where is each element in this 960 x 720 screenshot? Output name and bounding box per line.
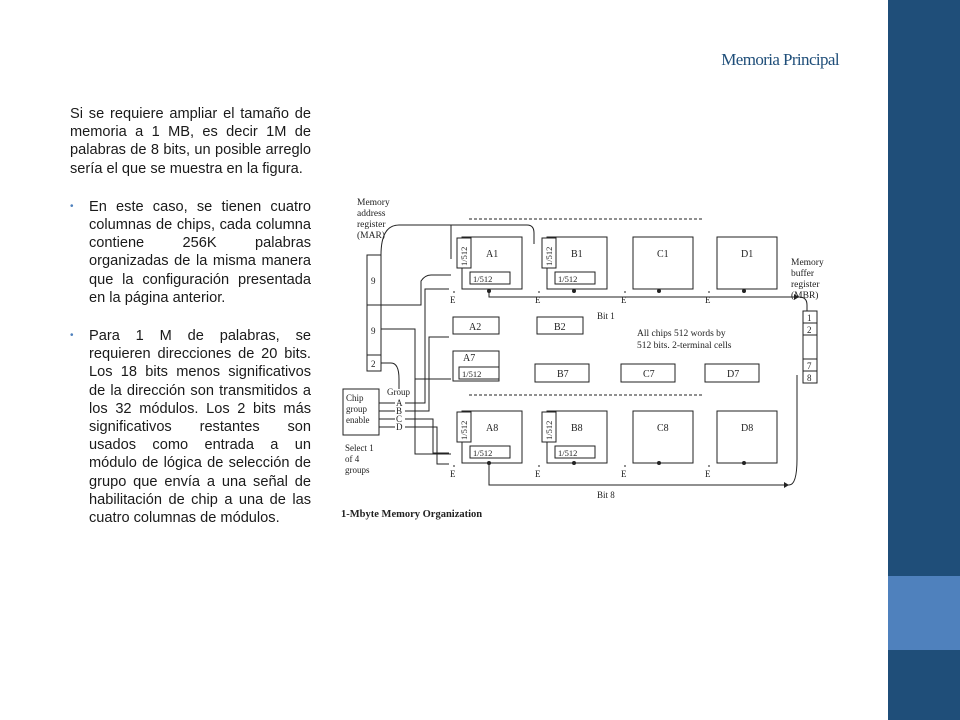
group-select-wire — [381, 363, 399, 389]
chip-label: C1 — [657, 249, 669, 260]
chip-label: B8 — [571, 423, 583, 434]
junction-dot — [487, 461, 491, 465]
chip-group-label: Chip — [346, 393, 364, 403]
chip-label: A1 — [486, 249, 499, 260]
sidebar-dark-top — [888, 0, 960, 576]
bullet-dot-icon: • — [70, 330, 74, 342]
enable-label: E — [705, 295, 711, 305]
chip-label: D1 — [741, 249, 754, 260]
group-letter: A — [396, 398, 403, 408]
decoder-label: 1/512 — [544, 246, 554, 266]
chip-label: A8 — [486, 423, 499, 434]
chip-note: All chips 512 words by — [637, 329, 726, 339]
bullet-item — [70, 198, 311, 307]
enable-label: E — [705, 469, 711, 479]
group-letter: D — [396, 422, 403, 432]
chip-group-label: group — [346, 404, 367, 414]
mbr-bit: 1 — [807, 313, 812, 323]
group-enable-d — [405, 427, 449, 464]
decoder-label: 1/512 — [473, 274, 493, 284]
chip-label: B1 — [571, 249, 583, 260]
junction-dot — [742, 461, 746, 465]
address-bus — [381, 275, 451, 305]
junction-dot — [657, 461, 661, 465]
bit8-label: Bit 8 — [597, 490, 615, 500]
row4-chip — [633, 411, 693, 463]
sidebar-accent — [888, 576, 960, 650]
group-letter: B — [396, 406, 403, 416]
mar-field-value: 9 — [371, 326, 376, 336]
mar-label: register — [357, 220, 386, 230]
group-label: Group — [387, 387, 410, 397]
enable-label: E — [621, 469, 627, 479]
chip-label: A7 — [463, 353, 476, 364]
address-bus — [381, 225, 451, 259]
memory-diagram — [329, 189, 849, 529]
chip-label: D7 — [727, 369, 740, 380]
enable-label: E — [535, 295, 541, 305]
group-enable-b — [405, 337, 449, 411]
mbr-cell — [803, 335, 817, 359]
intro-paragraph: Si se requiere ampliar el tamaño de memoria a 1 MB, es decir 1M de palabras de 8 bits, un posible arreglo sería el que se muestra en la figura. — [70, 106, 311, 177]
mar-field-value: 9 — [371, 276, 376, 286]
mbr-bit: 8 — [807, 373, 812, 383]
row1-chip — [633, 237, 693, 289]
mbr-label: buffer — [791, 269, 815, 279]
decoder-label: 1/512 — [473, 448, 493, 458]
mar-field-value: 2 — [371, 359, 376, 369]
mbr-bit: 7 — [807, 361, 812, 371]
mar-label: (MAR) — [357, 231, 385, 241]
enable-label: E — [450, 295, 456, 305]
decoder-label: 1/512 — [558, 274, 578, 284]
decoder-label: 1/512 — [459, 246, 469, 266]
select-label: Select 1 — [345, 443, 374, 453]
junction-dot — [657, 289, 661, 293]
group-letter: C — [396, 414, 403, 424]
junction-dot — [742, 289, 746, 293]
junction-dot — [572, 461, 576, 465]
mar-label: address — [357, 209, 386, 219]
bullet-item — [70, 327, 311, 527]
sidebar-dark-bottom — [888, 650, 960, 720]
bullet-dot-icon: • — [70, 200, 74, 212]
chip-note: 512 bits. 2-terminal cells — [637, 341, 732, 351]
chip-label: B7 — [557, 369, 569, 380]
chip-label: B2 — [554, 322, 566, 333]
chip-label: A2 — [469, 322, 482, 333]
bullet-text: En este caso, se tienen cuatro columnas de chips, cada columna contiene 256K palabras organizadas de la misma manera que la configuración presentada en la página anterior. — [89, 198, 311, 306]
memory-organization-figure — [329, 189, 849, 529]
select-label: groups — [345, 465, 370, 475]
mar-label: Memory — [357, 198, 390, 208]
decoder-label: 1/512 — [462, 369, 482, 379]
bit1-label: Bit 1 — [597, 311, 615, 321]
group-enable-a — [405, 289, 449, 403]
chip-label: D8 — [741, 423, 754, 434]
mbr-label: Memory — [791, 258, 824, 268]
select-label: of 4 — [345, 454, 360, 464]
junction-dot — [487, 289, 491, 293]
chip-label: C7 — [643, 369, 655, 380]
decoder-label: 1/512 — [459, 420, 469, 440]
enable-label: E — [621, 295, 627, 305]
group-enable-c — [405, 419, 449, 453]
chip-group-label: enable — [346, 415, 370, 425]
enable-label: E — [450, 469, 456, 479]
decoder-label: 1/512 — [544, 420, 554, 440]
decoder-label: 1/512 — [558, 448, 578, 458]
slide-title: Memoria Principal — [721, 50, 839, 69]
figure-caption: 1-Mbyte Memory Organization — [341, 509, 483, 520]
mbr-bit: 2 — [807, 325, 812, 335]
mbr-label: register — [791, 280, 820, 290]
arrow-icon — [784, 482, 789, 488]
enable-label: E — [535, 469, 541, 479]
row1-chip — [717, 237, 777, 289]
junction-dot — [572, 289, 576, 293]
chip-label: C8 — [657, 423, 669, 434]
row4-chip — [717, 411, 777, 463]
bullet-text: Para 1 M de palabras, se requieren direcciones de 20 bits. Los 18 bits menos significativos de la dirección son transmitidos a los 32 módulos. Los 2 bits más significativos restantes son usados como entrada a un módulo de lógica de selección de grupo que envía a una señal de habilitación de chip a una de las cuatro columnas de módulos. — [89, 328, 311, 527]
mbr-label: (MBR) — [791, 291, 819, 301]
text-column — [70, 105, 311, 547]
